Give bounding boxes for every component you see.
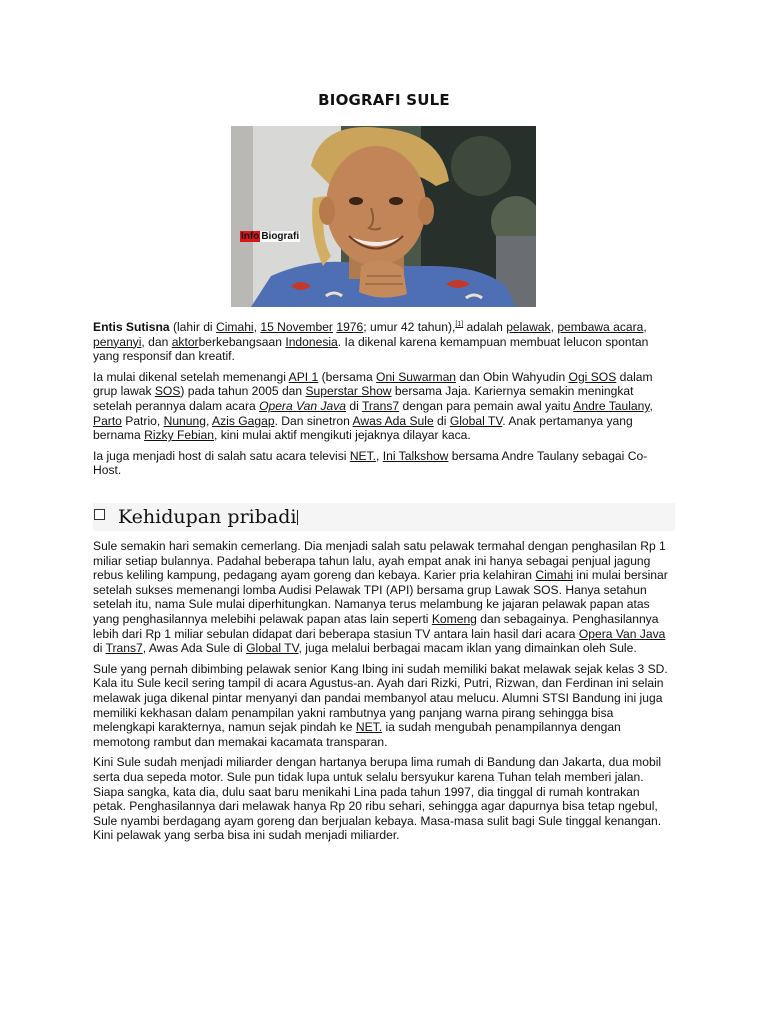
text-run: , dan [141, 334, 172, 349]
section-heading-label: Kehidupan pribadi [118, 506, 297, 528]
intro-paragraph [93, 320, 675, 364]
text-cursor [297, 510, 298, 525]
text-run: Ia juga menjadi host di salah satu acara televisi [93, 448, 350, 463]
text-run: bersama Jaja. Kariernya semakin meningkat setelah perannya dalam acara [93, 384, 634, 413]
text-run: dengan para pemain awal yaitu [399, 398, 574, 413]
wealth-paragraph [93, 539, 675, 656]
background-paragraph [93, 662, 675, 750]
watermark-red-text: Info [241, 231, 260, 242]
link-azis-gagap[interactable]: Azis Gagap [212, 413, 275, 428]
link-cimahi-2[interactable]: Cimahi [535, 568, 574, 583]
text-run: di [433, 413, 450, 428]
link-opera-van-java[interactable]: Opera Van Java [259, 398, 347, 413]
link-aktor[interactable]: aktor [171, 334, 199, 349]
text-run: ) pada tahun 2005 dan [180, 384, 306, 399]
text-run: di [93, 641, 106, 656]
text-run: ia sudah mengubah penampilannya dengan memotong rambut dan memakai kacamata transparan. [93, 720, 621, 749]
photo-watermark [240, 231, 300, 242]
link-parto[interactable]: Parto [93, 413, 122, 428]
career-paragraph [93, 370, 675, 443]
text-run: . Ia dikenal karena kemampuan membuat lelucon spontan yang responsif dan kreatif. [93, 334, 649, 364]
text-run: ini mulai bersinar setelah sukses memenangi lomba Audisi Pelawak TPI (API) bersama grup Lawak SOS. Hanya setahun setelah itu, nama Sule mulai diperhitungkan. Namanya terus melambung ke jajaran pelawak papan atas yang penghasilannya melebihi pelawak papan atas lain seperti [93, 568, 668, 626]
text-run: di [346, 398, 362, 413]
section-heading-kehidupan-pribadi [93, 503, 675, 531]
text-run: adalah [463, 320, 507, 334]
text-run: , juga melalui berbagai macam iklan yang dimainkan oleh Sule. [298, 641, 637, 656]
text-run: , [205, 413, 213, 428]
link-global-tv[interactable]: Global TV [449, 413, 503, 428]
portrait-illustration [231, 126, 536, 307]
text-run: , Awas Ada Sule di [142, 641, 247, 656]
link-pembawa-acara[interactable]: pembawa acara [557, 320, 644, 334]
text-run: , [253, 320, 261, 334]
text-run: dan sebagainya. Penghasilannya lebih dari Rp 1 miliar sebulan didapat dari beberapa stasiun TV antara lain hasil dari acara [93, 611, 659, 641]
link-ini-talkshow[interactable]: Ini Talkshow [382, 448, 449, 463]
text-run: , kini mulai aktif mengikuti jejaknya dilayar kaca. [214, 428, 471, 443]
link-komeng[interactable]: Komeng [431, 611, 477, 626]
text-run: , [649, 398, 653, 413]
link-indonesia[interactable]: Indonesia [285, 334, 338, 349]
link-penyanyi[interactable]: penyanyi [93, 334, 142, 349]
page-title: BIOGRAFI SULE [318, 91, 450, 109]
link-ogi-sos[interactable]: Ogi SOS [568, 369, 617, 384]
text-run: bersama Andre Taulany sebagai Co-Host. [93, 448, 648, 478]
link-cimahi[interactable]: Cimahi [215, 320, 254, 334]
text-run: . Dan sinetron [274, 413, 353, 428]
intro-section [93, 320, 675, 484]
text-run: berkebangsaan [198, 334, 286, 349]
link-sos[interactable]: SOS [154, 384, 181, 399]
link-nunung[interactable]: Nunung [163, 413, 206, 428]
millionaire-paragraph [93, 755, 675, 843]
text-run: Sule semakin hari semakin cemerlang. Dia menjadi salah satu pelawak termahal dengan penghasilan Rp 1 miliar setiap bulannya. Padahal beberapa tahun lalu, ayah empat anak ini hanya sebagai penjual jagung rebus keliling kampung, pedagang ayam goreng dan kebaya. Karier pria kelahiran [93, 539, 666, 583]
link-trans7-2[interactable]: Trans7 [105, 641, 143, 656]
portrait-photo [231, 126, 536, 307]
link-net-2[interactable]: NET. [355, 720, 383, 735]
host-paragraph [93, 449, 675, 478]
section-heading-text [118, 506, 298, 528]
text-run: Kini Sule sudah menjadi miliarder dengan hartanya berupa lima rumah di Bandung dan Jakarta, dua mobil serta dua sepeda motor. Sule pun tidak lupa untuk selalu bersyukur karena Tuhan telah memberi jalan. Siapa sangka, kata dia, dulu saat baru menikahi Lina pada tahun 1997, dia tinggal di rumah kontrakan petak. Penghasilannya dari melawak hanya Rp 20 ribu sehari, sehingga agar dapurnya bisa tetap ngebul, Sule nyambi berdagang ayam goreng dan berjualan kebaya. Masa-masa sulit bagi Sule tinggal kenangan. Kini pelawak yang serba bisa ini sudah menjadi miliarder. [93, 755, 662, 843]
text-run: (bersama [318, 369, 377, 384]
text-run: dan Obin Wahyudin [456, 369, 569, 384]
link-birth-year[interactable]: 1976 [336, 320, 364, 334]
link-rizky-febian[interactable]: Rizky Febian [144, 428, 214, 443]
link-birth-date[interactable]: 15 November [260, 320, 333, 334]
text-run: Ia mulai dikenal setelah memenangi [93, 369, 289, 384]
text-run: , [643, 320, 647, 334]
text-run: , [550, 320, 558, 334]
text-run: dalam grup lawak [93, 369, 653, 399]
link-andre-taulany[interactable]: Andre Taulany [573, 398, 650, 413]
citation-link[interactable]: [1] [455, 320, 464, 328]
link-api-1[interactable]: API 1 [288, 369, 319, 384]
link-opera-van-java-2[interactable]: Opera Van Java [578, 626, 666, 641]
link-pelawak[interactable]: pelawak [506, 320, 551, 334]
link-superstar-show[interactable]: Superstar Show [305, 384, 392, 399]
checkbox-icon[interactable] [94, 509, 105, 520]
subject-name: Entis Sutisna [93, 320, 170, 334]
personal-life-section [93, 539, 675, 849]
text-run: Sule yang pernah dibimbing pelawak senior Kang Ibing ini sudah memiliki bakat melawak sejak kelas 3 SD. Kala itu Sule kecil sering tampil di acara Agustus-an. Ayah dari Rizki, Putri, Rizwan, dan Ferdinan ini selain melawak juga dikenal pintar menyanyi dan pandai membanyol atau melucu. Alumni STSI Bandung ini juga memiliki kekhasan dalam penampilan yakni rambutnya yang panjang warna pirang sehingga bisa melengkapi karakternya, namun sejak pindah ke [93, 661, 668, 735]
link-oni-suwarman[interactable]: Oni Suwarman [376, 369, 457, 384]
link-trans7[interactable]: Trans7 [361, 398, 400, 413]
watermark-white-text: Biografi [261, 231, 300, 242]
text-run: (lahir di [169, 320, 216, 334]
text-run: , [376, 448, 383, 463]
link-awas-ada-sule[interactable]: Awas Ada Sule [352, 413, 434, 428]
link-net[interactable]: NET. [349, 448, 377, 463]
text-run: Patrio, [121, 413, 164, 428]
text-run: ; umur 42 tahun), [363, 320, 456, 334]
text-run: . Anak pertamanya yang bernama [93, 413, 633, 443]
link-global-tv-2[interactable]: Global TV [246, 641, 299, 656]
